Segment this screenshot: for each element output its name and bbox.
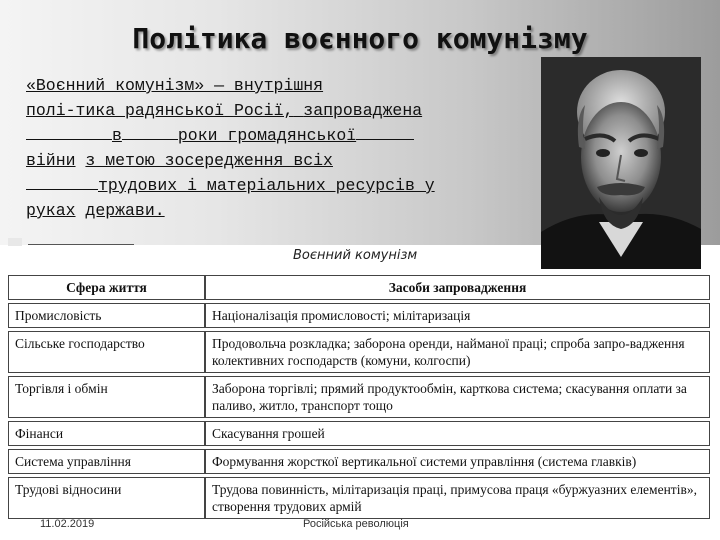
sphere-cell: Фінанси [8,421,205,446]
measures-cell: Заборона торгівлі; прямий продуктообмін, карткова система; скасування оплати за паливо, житло, транспорт тощо [205,376,710,418]
table-row [8,303,710,328]
measures-cell: Формування жорсткої вертикальної системи управління (система главків) [205,449,710,474]
measures-cell: Трудова повинність, мілітаризація праці, примусова праця «буржуазних елементів», створення трудових армій [205,477,710,519]
sphere-cell: Торгівля і обмін [8,376,205,418]
fill-blank [356,125,414,140]
measures-cell: Націоналізація промисловості; мілітаризація [205,303,710,328]
portrait-illustration [541,57,701,269]
column-header: Засоби запровадження [205,275,710,300]
definition-line: руках держави. [26,201,165,220]
footer-date: 11.02.2019 [40,518,95,530]
definition-line: в роки громадянської [26,123,526,148]
fill-blank [26,175,98,190]
footer-title: Російська революція [303,518,409,530]
table-row [8,376,710,418]
definition-line: трудових і матеріальних ресурсів у [26,173,526,198]
sphere-cell: Сільське господарство [8,331,205,373]
table-caption: Воєнний комунізм [293,248,418,263]
decorative-mark [8,238,22,246]
measures-cell: Скасування грошей [205,421,710,446]
sphere-cell: Промисловість [8,303,205,328]
decorative-line [28,244,134,245]
portrait-photo [541,57,701,269]
fill-blank [26,125,112,140]
definition-text [26,73,526,223]
sphere-cell: Трудові відносини [8,477,205,519]
war-communism-table [8,272,710,522]
definition-line: полі-тика радянської Росії, запроваджена [26,101,423,120]
table-row [8,449,710,474]
definition-line: «Воєнний комунізм» — внутрішня [26,76,324,95]
fill-blank [122,125,178,140]
column-header: Сфера життя [8,275,205,300]
table-row [8,421,710,446]
definition-line: війни з метою зосередження всіх [26,151,333,170]
table-header-row [8,275,710,300]
slide-title: Політика воєнного комунізму [132,22,588,55]
table-row [8,331,710,373]
table-row [8,477,710,519]
sphere-cell: Система управління [8,449,205,474]
measures-cell: Продовольча розкладка; заборона оренди, найманої праці; спроба запро-вадження колективних господарств (комуни, колгоспи) [205,331,710,373]
